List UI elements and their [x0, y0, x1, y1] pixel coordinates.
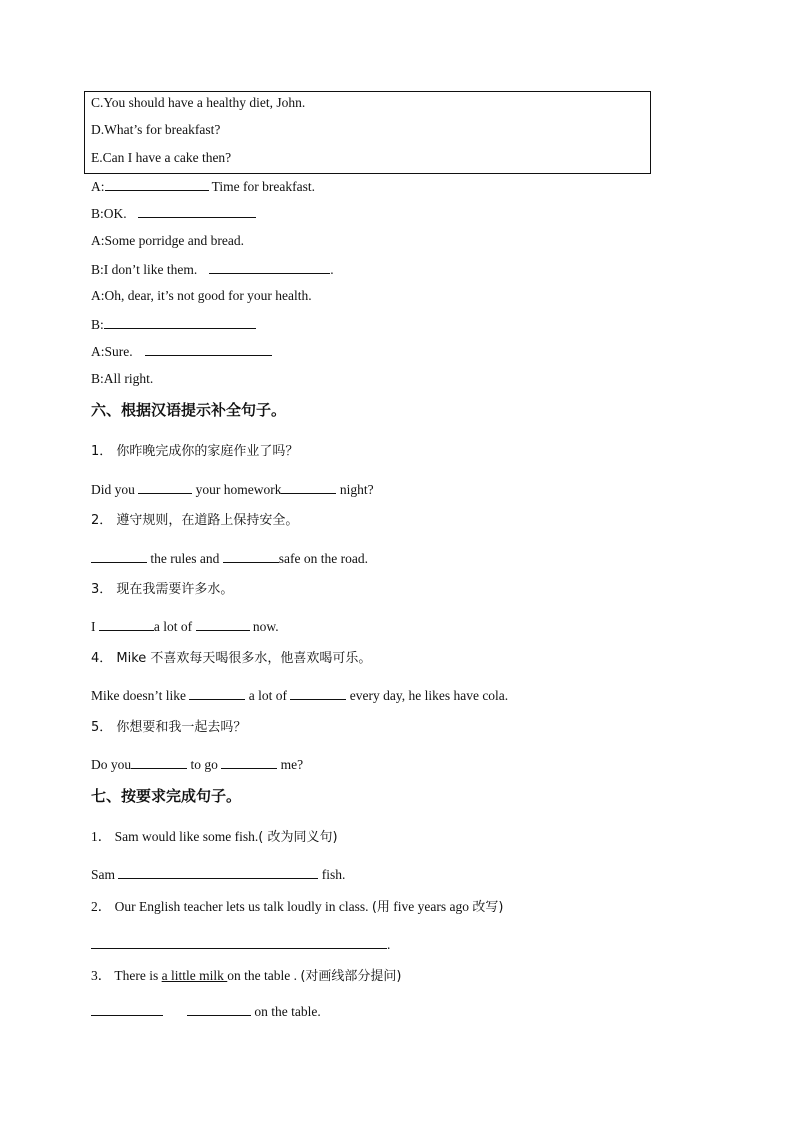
underlined-phrase: a little milk	[161, 968, 228, 983]
sentence-text: I	[91, 619, 99, 634]
answer-blank[interactable]	[104, 315, 256, 329]
instruction-text: (用	[371, 900, 390, 915]
s6-q5-answer	[91, 755, 303, 774]
sentence-text: five years ago	[389, 899, 473, 914]
answer-blank[interactable]	[189, 686, 245, 700]
sentence-text: 1． Sam would like some fish.	[91, 829, 259, 844]
dialogue-line-3: A:Some porridge and bread.	[91, 233, 244, 248]
sentence-text: 2． Our English teacher lets us talk loudly in class.	[91, 899, 372, 914]
sentence-text: fish.	[318, 867, 346, 882]
s6-q5-prompt: 5． 你想要和我一起去吗？	[91, 720, 247, 735]
s7-q1-prompt	[91, 828, 338, 847]
option-d: D.What’s for breakfast?	[91, 122, 221, 137]
section-7-heading: 七、按要求完成句子。	[91, 787, 242, 805]
answer-blank[interactable]	[187, 1002, 251, 1016]
answer-blank[interactable]	[99, 617, 154, 631]
s6-q4-answer	[91, 686, 508, 705]
sentence-text: now.	[249, 619, 279, 634]
instruction-text: ( 改为同义句)	[258, 830, 338, 845]
sentence-text: Sam	[91, 867, 119, 882]
sentence-text: Did you	[91, 482, 139, 497]
section-6-heading: 六、根据汉语提示补全句子。	[91, 401, 287, 419]
answer-blank[interactable]	[221, 755, 277, 769]
s6-q3-prompt: 3． 现在我需要许多水。	[91, 582, 234, 597]
answer-blank[interactable]	[290, 686, 346, 700]
s7-q2-prompt	[91, 898, 503, 917]
s7-q3-answer	[91, 1002, 321, 1021]
sentence-text: a lot of	[245, 688, 291, 703]
dialogue-line-2	[91, 204, 256, 223]
sentence-text: the rules and	[147, 551, 223, 566]
option-c: C.You should have a healthy diet, John.	[91, 95, 306, 110]
sentence-text: safe on the road.	[278, 551, 368, 566]
sentence-text: every day, he likes have cola.	[346, 688, 509, 703]
answer-blank[interactable]	[223, 549, 279, 563]
s6-q4-prompt: 4． Mike 不喜欢每天喝很多水，他喜欢喝可乐。	[91, 651, 372, 666]
answer-blank[interactable]	[118, 865, 318, 879]
dialogue-line-1	[91, 177, 315, 196]
dialogue-line-6	[91, 315, 256, 334]
answer-blank[interactable]	[138, 204, 256, 218]
dialogue-text: B:OK.	[91, 206, 127, 221]
sentence-text: night?	[336, 482, 374, 497]
instruction-text: (对画线部分提问)	[300, 969, 402, 984]
answer-blank[interactable]	[209, 260, 330, 274]
dialogue-text: A:	[91, 179, 105, 194]
answer-blank[interactable]	[105, 177, 209, 191]
answer-blank[interactable]	[281, 480, 336, 494]
sentence-text: Do you	[91, 757, 132, 772]
answer-blank[interactable]	[138, 480, 192, 494]
sentence-text: on the table.	[251, 1004, 321, 1019]
dialogue-text: .	[330, 262, 334, 277]
s6-q1-answer	[91, 480, 374, 499]
sentence-text: .	[387, 937, 391, 952]
option-e: E.Can I have a cake then?	[91, 150, 232, 165]
s6-q2-prompt: 2． 遵守规则，在道路上保持安全。	[91, 513, 299, 528]
s7-q3-prompt	[91, 967, 402, 986]
sentence-text: on the table .	[227, 968, 301, 983]
dialogue-line-7	[91, 342, 272, 361]
sentence-text: Mike doesn’t like	[91, 688, 190, 703]
s7-q1-answer	[91, 865, 345, 884]
dialogue-line-5: A:Oh, dear, it’s not good for your health.	[91, 288, 312, 303]
s7-q2-answer	[91, 935, 390, 954]
dialogue-line-4	[91, 260, 334, 279]
sentence-text: your homework	[192, 482, 282, 497]
s6-q2-answer	[91, 549, 368, 568]
sentence-text: a lot of	[153, 619, 196, 634]
answer-blank[interactable]	[91, 935, 387, 949]
instruction-text: 改写)	[472, 900, 504, 915]
sentence-text: me?	[277, 757, 304, 772]
answer-blank[interactable]	[131, 755, 187, 769]
answer-blank[interactable]	[145, 342, 272, 356]
dialogue-line-8: B:All right.	[91, 371, 154, 386]
sentence-text: 3． There is	[91, 968, 162, 983]
answer-blank[interactable]	[91, 549, 147, 563]
dialogue-text: A:Sure.	[91, 344, 133, 359]
options-box	[84, 91, 651, 174]
dialogue-text: B:I don’t like them.	[91, 262, 198, 277]
answer-blank[interactable]	[91, 1002, 163, 1016]
s6-q3-answer	[91, 617, 279, 636]
s6-q1-prompt: 1． 你昨晚完成你的家庭作业了吗？	[91, 444, 299, 459]
dialogue-text: Time for breakfast.	[208, 179, 315, 194]
dialogue-text: B:	[91, 317, 104, 332]
answer-blank[interactable]	[196, 617, 250, 631]
sentence-text: to go	[187, 757, 222, 772]
